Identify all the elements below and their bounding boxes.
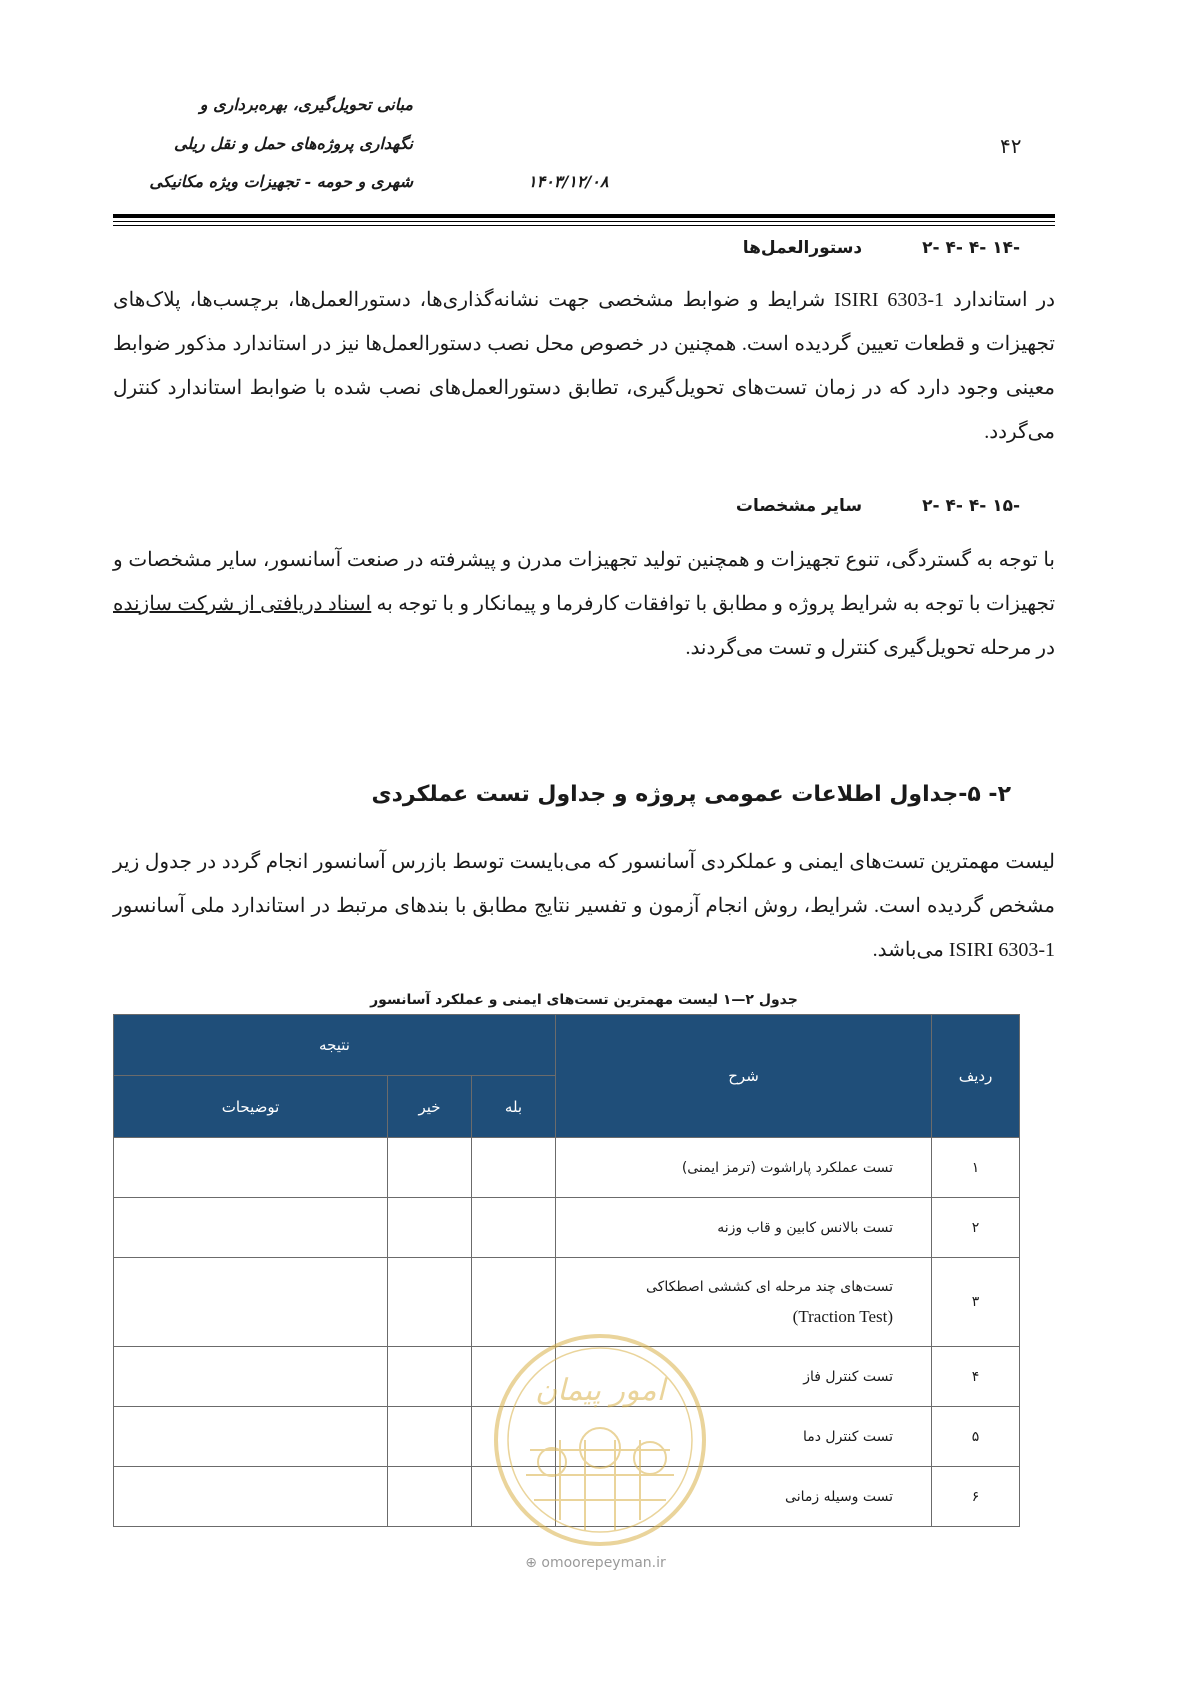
- section-15-number: ۲- ۴- ۴- ۱۵-: [922, 496, 1020, 516]
- cell-no: [388, 1138, 472, 1198]
- cell-notes: [114, 1347, 388, 1407]
- row-number: ۲: [932, 1198, 1020, 1258]
- cell-notes: [114, 1407, 388, 1467]
- section-15-title: سایر مشخصات: [735, 496, 863, 516]
- watermark-logo-text: امور پیمان: [535, 1373, 665, 1408]
- row-number: ۵: [932, 1407, 1020, 1467]
- row-description: تست وسیله زمانی: [556, 1467, 932, 1527]
- row-number: ۴: [932, 1347, 1020, 1407]
- section-5-paragraph: لیست مهمترین تست‌های ایمنی و عملکردی آسانسور که می‌بایست توسط بازرس آسانسور انجام گردد در جدول زیر مشخص گردیده است. شرایط، روش انجام آزمون و تفسیر نتایج مطابق با بندهای مرتبط در استاندارد ملی آسانسور ISIRI 6303-1 می‌باشد.: [113, 851, 1055, 961]
- watermark-globe-icon: ⊕: [525, 1555, 537, 1571]
- header-notes: توضیحات: [114, 1076, 388, 1138]
- row-description: تست بالانس کابین و قاب وزنه: [556, 1198, 932, 1258]
- cell-notes: [114, 1467, 388, 1527]
- section-15-heading: [736, 496, 1020, 516]
- row-description-en: (Traction Test): [792, 1306, 894, 1326]
- watermark-logo-icon: [490, 1330, 710, 1550]
- row-description: تست عملکرد پاراشوت (ترمز ایمنی): [556, 1138, 932, 1198]
- section-14-number: ۲- ۴- ۴- ۱۴-: [922, 238, 1020, 258]
- section-15-paragraph: [113, 538, 1055, 670]
- header-rule-thick: [113, 214, 1055, 218]
- cell-no: [388, 1407, 472, 1467]
- cell-notes: [114, 1138, 388, 1198]
- header-no: خیر: [388, 1076, 472, 1138]
- header-rule-thin-2: [113, 225, 1055, 226]
- cell-no: [388, 1347, 472, 1407]
- row-description: تست کنترل دما: [556, 1407, 932, 1467]
- header-date: ۱۴۰۳/۱۲/۰۸: [528, 172, 609, 191]
- section-15-text-b: در مرحله تحویل‌گیری کنترل و تست می‌گردند.: [685, 637, 1055, 659]
- section-15-underlined: اسناد دریافتی از شرکت سازنده: [113, 593, 372, 615]
- cell-yes: [472, 1138, 556, 1198]
- row-number: ۱: [932, 1138, 1020, 1198]
- section-15-text-a: با توجه به گستردگی، تنوع تجهیزات و همچنین تولید تجهیزات مدرن و پیشرفته در صنعت آسانسور، سایر مشخصات و تجهیزات با توجه به شرایط پروژه و مطابق با توافقات کارفرما و پیمانکار و با توجه به: [113, 549, 1056, 615]
- cell-yes: [472, 1198, 556, 1258]
- section-14-paragraph: در استاندارد ISIRI 6303-1 شرایط و ضوابط مشخصی جهت نشانه‌گذاری‌ها، دستورالعمل‌ها، برچسب‌ها، پلاک‌های تجهیزات و قطعات تعیین گردیده است. همچنین در خصوص محل نصب دستورالعمل‌ها نیز در استاندارد مذکور ضوابط معینی وجود دارد که در زمان تست‌های تحویل‌گیری، تطابق دستورالعمل‌های نصب شده با ضوابط استاندارد کنترل می‌گردد.: [113, 289, 1056, 443]
- row-number: ۳: [932, 1258, 1020, 1347]
- cell-no: [388, 1198, 472, 1258]
- cell-notes: [114, 1198, 388, 1258]
- cell-no: [388, 1467, 472, 1527]
- section-14-title: دستورالعمل‌ها: [742, 238, 863, 258]
- cell-notes: [114, 1258, 388, 1347]
- header-rule-thin: [113, 221, 1055, 222]
- row-number: ۶: [932, 1467, 1020, 1527]
- page-number: ۴۲: [1000, 134, 1022, 158]
- watermark-url: [0, 1555, 1191, 1571]
- header-title-line-3: شهری و حومه - تجهیزات ویژه مکانیکی: [149, 172, 413, 191]
- header-title-line-1: مبانی تحویل‌گیری، بهره‌برداری و: [199, 95, 413, 114]
- header-description: شرح: [556, 1015, 932, 1138]
- watermark-url-text: omoorepeyman.ir: [541, 1555, 666, 1571]
- cell-no: [388, 1258, 472, 1347]
- table-row: [114, 1198, 1020, 1258]
- header-row-number: ردیف: [932, 1015, 1020, 1138]
- row-description: تست کنترل فاز: [556, 1347, 932, 1407]
- section-5-heading: ۲- ۵-جداول اطلاعات عمومی پروژه و جداول تست عملکردی: [371, 782, 1011, 807]
- table-row: [114, 1138, 1020, 1198]
- header-result: نتیجه: [114, 1015, 556, 1076]
- section-14-heading: [743, 238, 1020, 258]
- header-yes: بله: [472, 1076, 556, 1138]
- row-description-fa: تست‌های چند مرحله ای کششی اصطکاکی: [646, 1278, 894, 1295]
- table-caption: جدول ۲—۱ لیست مهمترین تست‌های ایمنی و عملکرد آسانسور: [370, 992, 798, 1008]
- header-title-line-2: نگهداری پروژه‌های حمل و نقل ریلی: [173, 134, 413, 153]
